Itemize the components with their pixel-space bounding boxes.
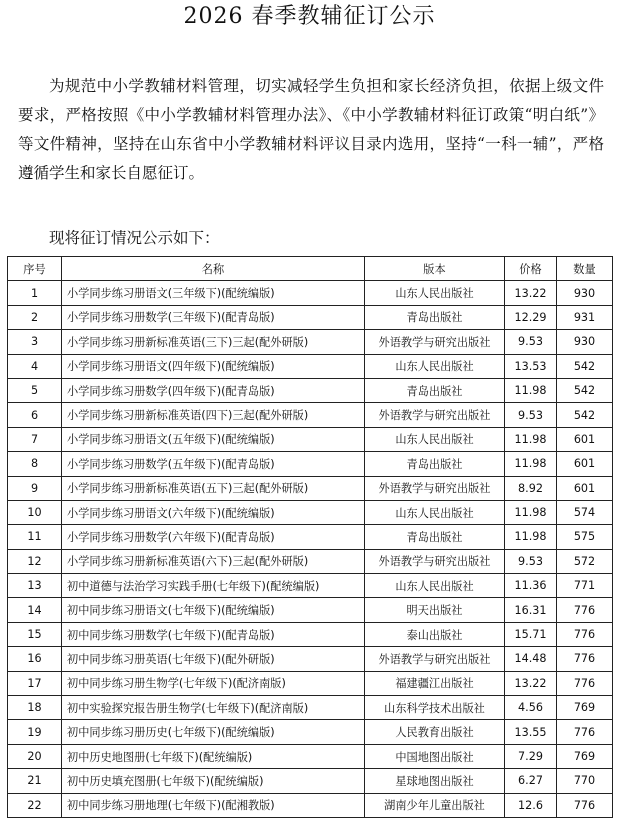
book-name: 初中同步练习册历史(七年级下)(配统编版) (62, 720, 365, 744)
row-index: 13 (8, 574, 62, 598)
book-name: 小学同步练习册语文(五年级下)(配统编版) (62, 427, 365, 451)
book-name: 初中同步练习册生物学(七年级下)(配济南版) (62, 671, 365, 695)
table-body (8, 281, 613, 818)
price: 13.22 (505, 671, 557, 695)
publisher: 外语教学与研究出版社 (365, 549, 505, 573)
publisher: 山东人民出版社 (365, 427, 505, 451)
quantity: 930 (557, 281, 613, 305)
table-row (8, 354, 613, 378)
book-name: 初中历史地图册(七年级下)(配统编版) (62, 744, 365, 768)
publisher: 山东人民出版社 (365, 354, 505, 378)
row-index: 17 (8, 671, 62, 695)
publisher: 外语教学与研究出版社 (365, 476, 505, 500)
row-index: 18 (8, 696, 62, 720)
price: 6.27 (505, 769, 557, 793)
table-row (8, 452, 613, 476)
quantity: 776 (557, 720, 613, 744)
header-name: 名称 (62, 257, 365, 281)
price: 9.53 (505, 330, 557, 354)
quantity: 769 (557, 744, 613, 768)
row-index: 3 (8, 330, 62, 354)
quantity: 601 (557, 452, 613, 476)
book-name: 小学同步练习册新标准英语(五下)三起(配外研版) (62, 476, 365, 500)
table-row (8, 671, 613, 695)
quantity: 575 (557, 525, 613, 549)
table-row (8, 598, 613, 622)
publisher: 外语教学与研究出版社 (365, 647, 505, 671)
book-name: 初中同步练习册地理(七年级下)(配湘教版) (62, 793, 365, 817)
quantity: 771 (557, 574, 613, 598)
row-index: 12 (8, 549, 62, 573)
publisher: 山东科学技术出版社 (365, 696, 505, 720)
price: 16.31 (505, 598, 557, 622)
price: 12.29 (505, 305, 557, 329)
lead-text: 现将征订情况公示如下： (49, 229, 220, 247)
publisher: 山东人民出版社 (365, 281, 505, 305)
intro-paragraph: 为规范中小学教辅材料管理，切实减轻学生负担和家长经济负担，依据上级文件要求，严格按照《中小学教辅材料管理办法》、《中小学教辅材料征订政策“明白纸”》等文件精神，坚持在山东省中小学教辅材料评议目录内选用，坚持“一科一辅”，严格遵循学生和家长自愿征订。 (18, 77, 604, 182)
quantity: 776 (557, 671, 613, 695)
row-index: 2 (8, 305, 62, 329)
price: 4.56 (505, 696, 557, 720)
quantity: 601 (557, 476, 613, 500)
price: 11.98 (505, 525, 557, 549)
table-row (8, 403, 613, 427)
row-index: 8 (8, 452, 62, 476)
price: 11.98 (505, 452, 557, 476)
row-index: 22 (8, 793, 62, 817)
row-index: 4 (8, 354, 62, 378)
book-name: 小学同步练习册新标准英语(三下)三起(配外研版) (62, 330, 365, 354)
publisher: 湖南少年儿童出版社 (365, 793, 505, 817)
publisher: 青岛出版社 (365, 378, 505, 402)
table-row (8, 647, 613, 671)
row-index: 19 (8, 720, 62, 744)
book-name: 初中同步练习册数学(七年级下)(配青岛版) (62, 622, 365, 646)
table-row (8, 793, 613, 817)
quantity: 542 (557, 403, 613, 427)
row-index: 6 (8, 403, 62, 427)
page-title: 2026 春季教辅征订公示 (183, 4, 436, 29)
table-row (8, 378, 613, 402)
price: 13.53 (505, 354, 557, 378)
table-row (8, 720, 613, 744)
publisher: 外语教学与研究出版社 (365, 403, 505, 427)
table-row (8, 305, 613, 329)
row-index: 5 (8, 378, 62, 402)
price: 11.98 (505, 378, 557, 402)
quantity: 776 (557, 647, 613, 671)
publisher: 外语教学与研究出版社 (365, 330, 505, 354)
price: 9.53 (505, 403, 557, 427)
quantity: 542 (557, 354, 613, 378)
publisher: 山东人民出版社 (365, 574, 505, 598)
price: 11.98 (505, 427, 557, 451)
book-name: 小学同步练习册数学(六年级下)(配青岛版) (62, 525, 365, 549)
quantity: 572 (557, 549, 613, 573)
publisher: 星球地图出版社 (365, 769, 505, 793)
quantity: 542 (557, 378, 613, 402)
quantity: 769 (557, 696, 613, 720)
row-index: 21 (8, 769, 62, 793)
price: 8.92 (505, 476, 557, 500)
row-index: 16 (8, 647, 62, 671)
header-index: 序号 (8, 257, 62, 281)
book-name: 小学同步练习册数学(三年级下)(配青岛版) (62, 305, 365, 329)
book-name: 初中道德与法治学习实践手册(七年级下)(配统编版) (62, 574, 365, 598)
publisher: 泰山出版社 (365, 622, 505, 646)
row-index: 10 (8, 500, 62, 524)
publisher: 中国地图出版社 (365, 744, 505, 768)
price: 7.29 (505, 744, 557, 768)
publisher: 山东人民出版社 (365, 500, 505, 524)
book-name: 初中历史填充图册(七年级下)(配统编版) (62, 769, 365, 793)
price: 11.98 (505, 500, 557, 524)
table-row (8, 744, 613, 768)
publisher: 青岛出版社 (365, 452, 505, 476)
price: 13.55 (505, 720, 557, 744)
row-index: 7 (8, 427, 62, 451)
book-name: 小学同步练习册语文(六年级下)(配统编版) (62, 500, 365, 524)
row-index: 1 (8, 281, 62, 305)
quantity: 776 (557, 598, 613, 622)
price: 12.6 (505, 793, 557, 817)
header-price: 价格 (505, 257, 557, 281)
quantity: 776 (557, 793, 613, 817)
table-row (8, 696, 613, 720)
quantity: 931 (557, 305, 613, 329)
price: 13.22 (505, 281, 557, 305)
table-row (8, 330, 613, 354)
book-name: 小学同步练习册新标准英语(六下)三起(配外研版) (62, 549, 365, 573)
table-row (8, 281, 613, 305)
publisher: 青岛出版社 (365, 305, 505, 329)
table-row (8, 525, 613, 549)
book-name: 小学同步练习册语文(四年级下)(配统编版) (62, 354, 365, 378)
price: 9.53 (505, 549, 557, 573)
book-name: 小学同步练习册新标准英语(四下)三起(配外研版) (62, 403, 365, 427)
table-row (8, 622, 613, 646)
price: 15.71 (505, 622, 557, 646)
row-index: 14 (8, 598, 62, 622)
price: 14.48 (505, 647, 557, 671)
publisher: 青岛出版社 (365, 525, 505, 549)
quantity: 601 (557, 427, 613, 451)
book-name: 初中同步练习册语文(七年级下)(配统编版) (62, 598, 365, 622)
table-header-row (8, 257, 613, 281)
book-name: 小学同步练习册语文(三年级下)(配统编版) (62, 281, 365, 305)
price: 11.36 (505, 574, 557, 598)
row-index: 11 (8, 525, 62, 549)
table-row (8, 769, 613, 793)
book-name: 初中实验探究报告册生物学(七年级下)(配济南版) (62, 696, 365, 720)
row-index: 9 (8, 476, 62, 500)
book-name: 初中同步练习册英语(七年级下)(配外研版) (62, 647, 365, 671)
book-name: 小学同步练习册数学(四年级下)(配青岛版) (62, 378, 365, 402)
quantity: 770 (557, 769, 613, 793)
table-row (8, 500, 613, 524)
header-publisher: 版本 (365, 257, 505, 281)
quantity: 776 (557, 622, 613, 646)
quantity: 930 (557, 330, 613, 354)
table-row (8, 549, 613, 573)
table-row (8, 427, 613, 451)
row-index: 20 (8, 744, 62, 768)
order-table (7, 256, 613, 818)
table-row (8, 574, 613, 598)
publisher: 明天出版社 (365, 598, 505, 622)
table-row (8, 476, 613, 500)
row-index: 15 (8, 622, 62, 646)
publisher: 人民教育出版社 (365, 720, 505, 744)
book-name: 小学同步练习册数学(五年级下)(配青岛版) (62, 452, 365, 476)
quantity: 574 (557, 500, 613, 524)
publisher: 福建疆江出版社 (365, 671, 505, 695)
header-quantity: 数量 (557, 257, 613, 281)
